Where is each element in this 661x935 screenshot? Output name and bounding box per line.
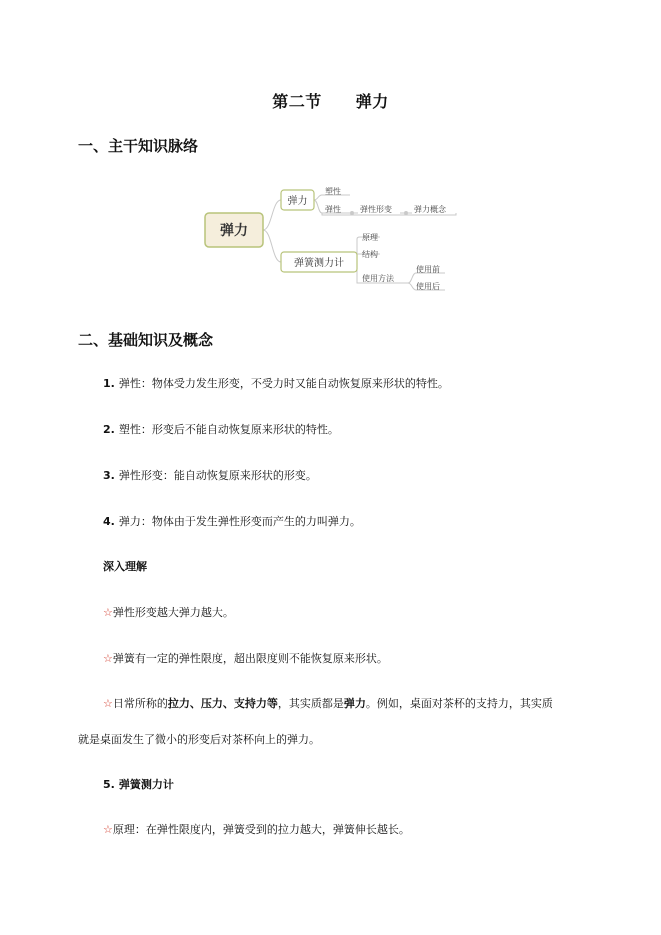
item-number: 5.	[103, 778, 115, 791]
note-bold-elastic-force: 弹力	[343, 697, 366, 710]
title-part2: 弹力	[355, 92, 389, 111]
note-3-line2: 就是桌面发生了微小的形变后对茶杯向上的弹力。	[78, 733, 320, 746]
mindmap-node-after-use: 使用后	[416, 282, 440, 291]
note-1	[103, 606, 234, 620]
list-item-1	[103, 377, 449, 391]
page-title	[0, 89, 661, 112]
note-3-line1	[103, 697, 553, 711]
mindmap-node-before-use: 使用前	[416, 265, 440, 274]
item-text: 弹性形变：能自动恢复原来形状的形变。	[118, 469, 317, 482]
section2-heading: 二、基础知识及概念	[78, 331, 214, 349]
principle-text: ：在弹性限度内，弹簧受到的拉力越大，弹簧伸长越长。	[134, 823, 410, 836]
star-icon: ☆	[103, 652, 113, 665]
mindmap-node-principle: 原理	[362, 233, 378, 242]
item-number: 4.	[103, 515, 115, 528]
list-item-2	[103, 423, 339, 437]
mindmap	[200, 182, 460, 297]
item-number: 1.	[103, 377, 115, 390]
mindmap-branch1: 弹力	[287, 196, 308, 207]
principle-line	[103, 823, 410, 837]
item-text: 弹力：物体由于发生弹性形变而产生的力叫弹力。	[118, 515, 361, 528]
mindmap-node-elastic-force-concept: 弹力概念	[414, 205, 446, 214]
principle-label: 原理	[112, 823, 135, 836]
note-text: 弹簧有一定的弹性限度，超出限度则不能恢复原来形状。	[112, 652, 388, 665]
list-item-5	[103, 778, 174, 792]
section1-heading: 一、主干知识脉络	[78, 137, 199, 155]
list-item-4	[103, 515, 361, 529]
star-icon: ☆	[103, 606, 113, 619]
item-text: 弹性：物体受力发生形变，不受力时又能自动恢复原来形状的特性。	[118, 377, 449, 390]
star-icon: ☆	[103, 697, 113, 710]
item-number: 3.	[103, 469, 115, 482]
item-number: 2.	[103, 423, 115, 436]
list-item-3	[103, 469, 317, 483]
item-text: 塑性：形变后不能自动恢复原来形状的特性。	[118, 423, 339, 436]
mindmap-branch2: 弹簧测力计	[294, 258, 344, 269]
note-text: 。例如，桌面对茶杯的支持力，其实质	[365, 697, 553, 710]
title-part1: 第二节	[272, 92, 322, 111]
mindmap-root: 弹力	[220, 223, 248, 239]
mindmap-node-structure: 结构	[362, 250, 378, 259]
deep-understanding-heading: 深入理解	[103, 560, 147, 573]
note-2	[103, 652, 388, 666]
star-icon: ☆	[103, 823, 113, 836]
note-text: 日常所称的	[112, 697, 168, 710]
note-bold-forces: 拉力、压力、支持力等	[167, 697, 278, 710]
note-text: ，其实质都是	[277, 697, 344, 710]
mindmap-node-plasticity: 塑性	[325, 187, 341, 196]
mindmap-node-elastic-deformation: 弹性形变	[360, 205, 392, 214]
note-text: 弹性形变越大弹力越大。	[112, 606, 234, 619]
item-text: 弹簧测力计	[118, 778, 174, 791]
mindmap-node-usage: 使用方法	[362, 274, 394, 283]
mindmap-node-elasticity: 弹性	[325, 205, 341, 214]
